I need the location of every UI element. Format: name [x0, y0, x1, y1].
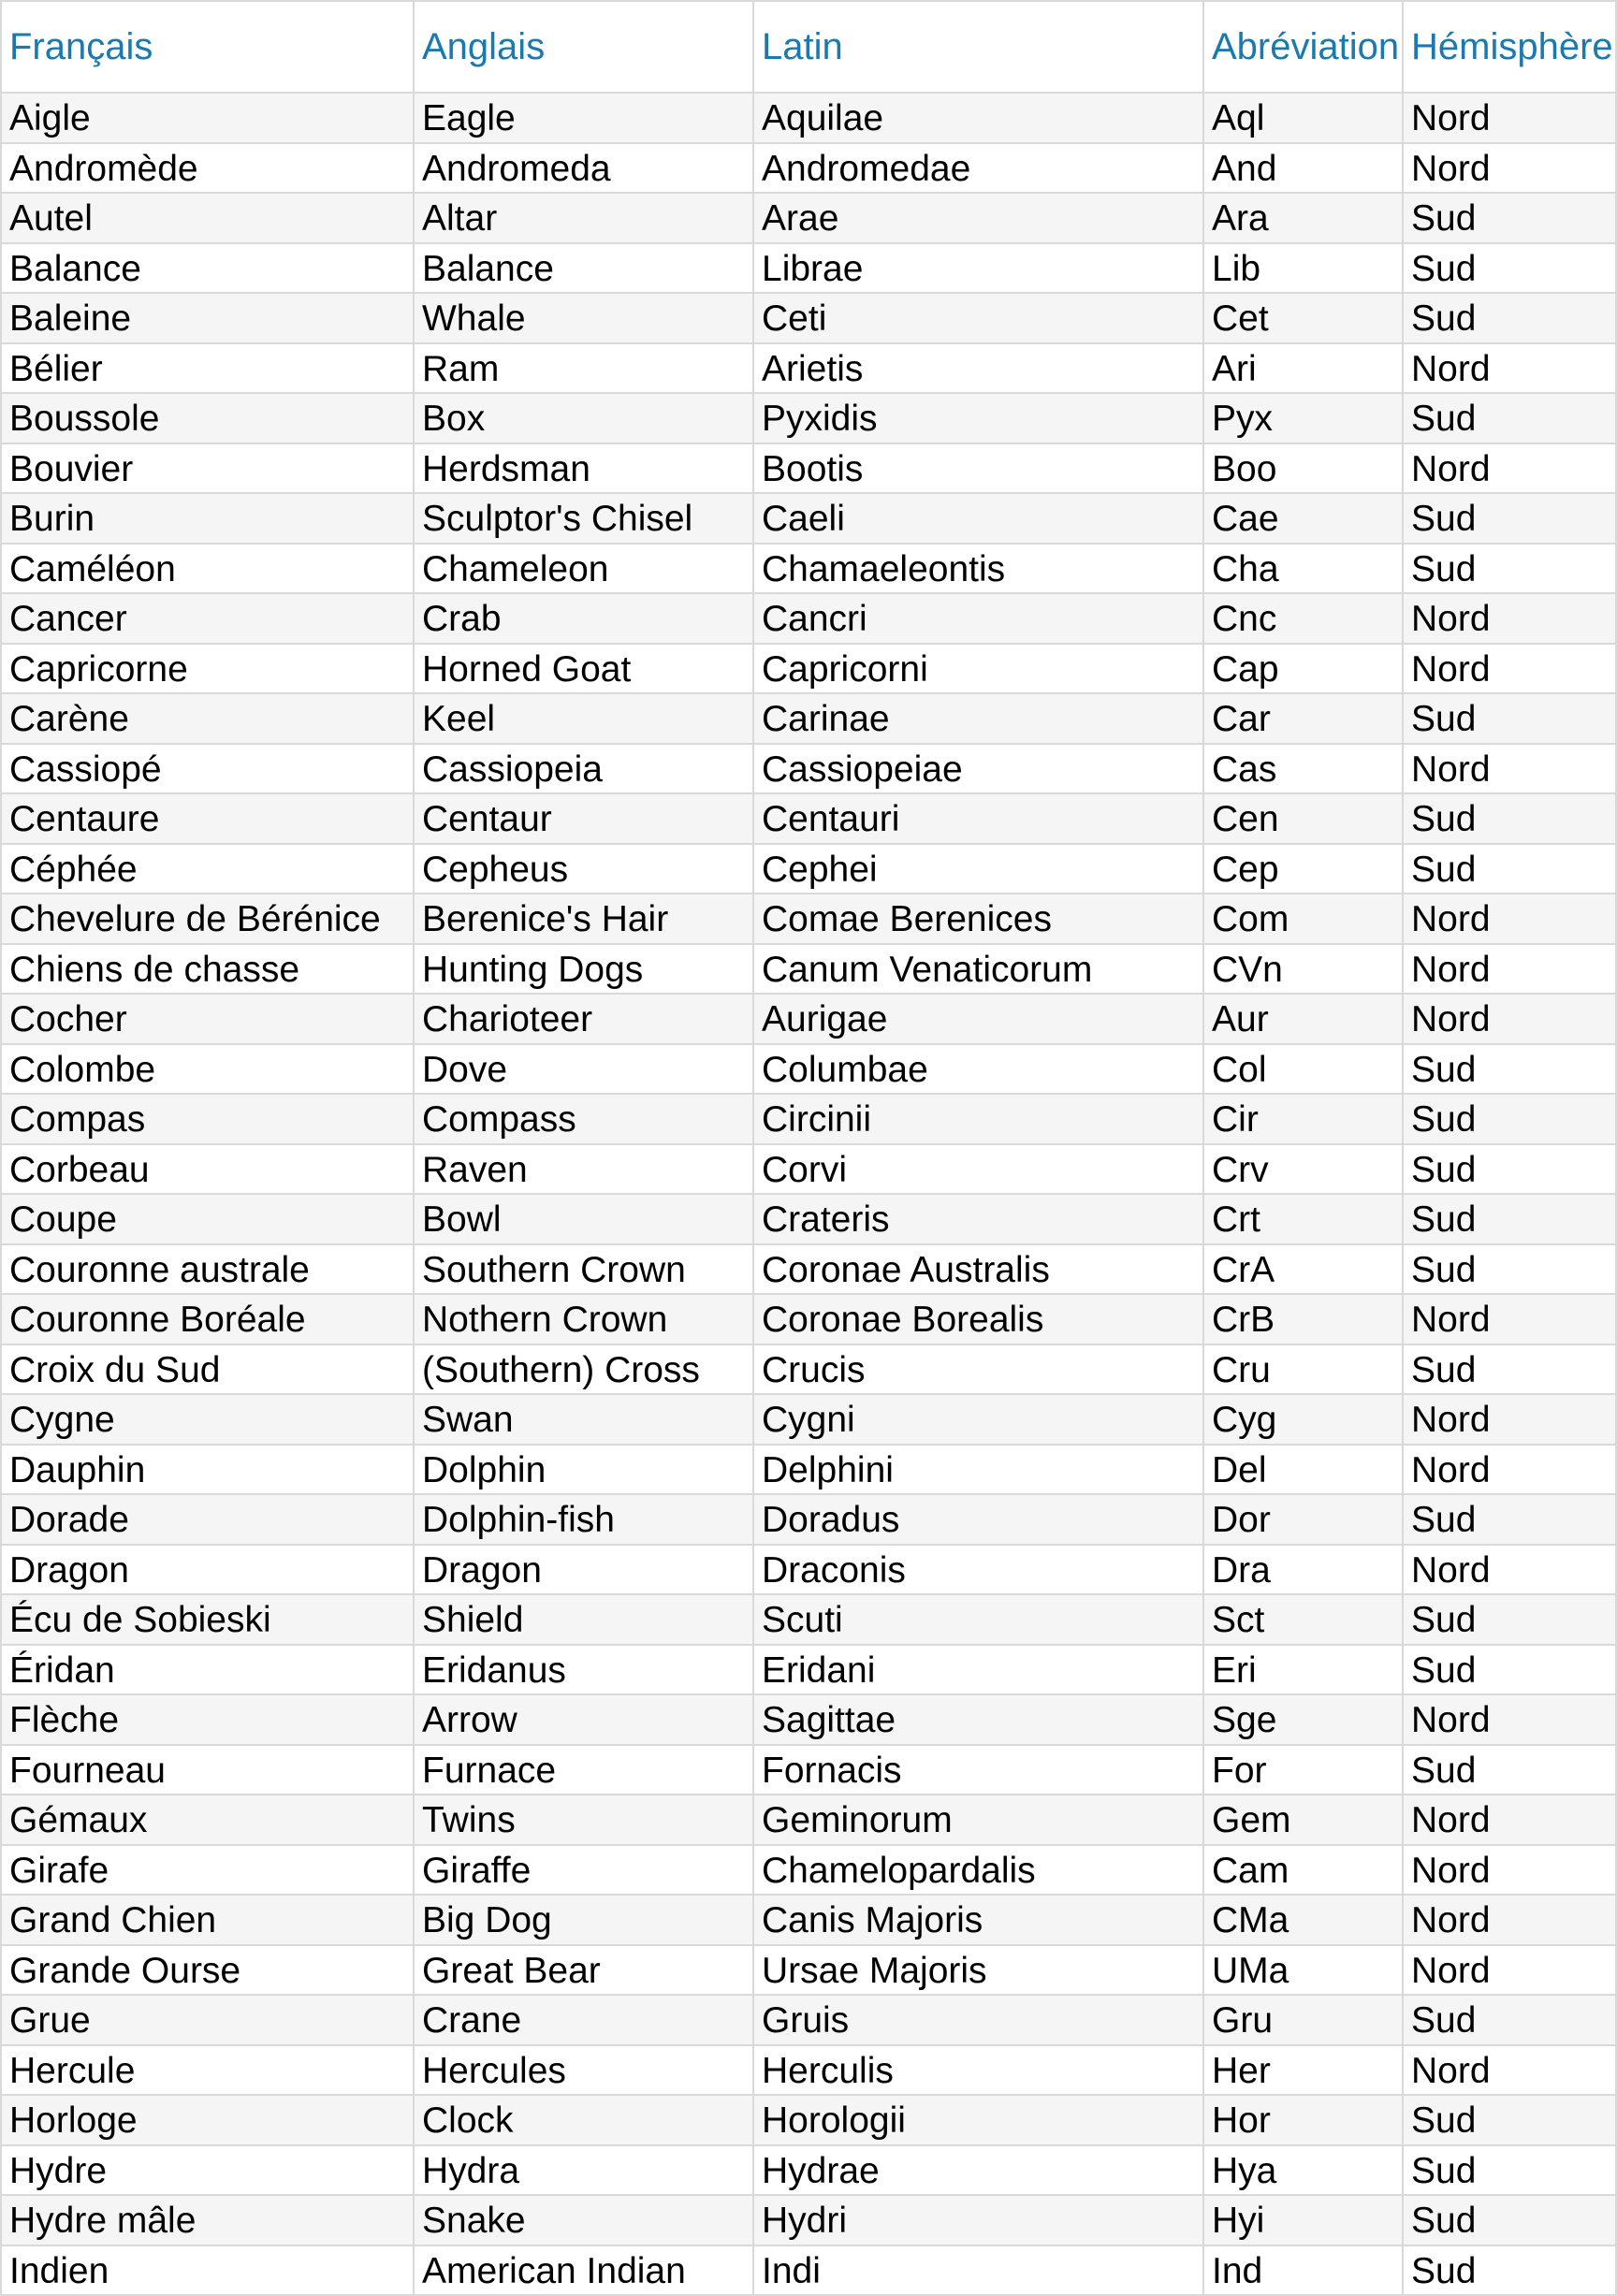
cell-latin: Aurigae — [753, 994, 1203, 1044]
cell-latin: Caeli — [753, 493, 1203, 544]
cell-hemisphere: Sud — [1403, 1995, 1616, 2045]
cell-abreviation: Crv — [1203, 1144, 1403, 1195]
cell-latin: Capricorni — [753, 644, 1203, 694]
cell-francais: Bélier — [1, 343, 414, 394]
cell-abreviation: CVn — [1203, 944, 1403, 995]
cell-abreviation: Col — [1203, 1044, 1403, 1095]
table-body — [1, 93, 1616, 2295]
cell-abreviation: Ara — [1203, 193, 1403, 243]
cell-hemisphere: Nord — [1403, 994, 1616, 1044]
cell-latin: Herculis — [753, 2045, 1203, 2096]
cell-abreviation: UMa — [1203, 1945, 1403, 1996]
cell-hemisphere: Nord — [1403, 343, 1616, 394]
cell-latin: Doradus — [753, 1494, 1203, 1545]
cell-anglais: Southern Crown — [414, 1244, 753, 1295]
cell-latin: Cygni — [753, 1394, 1203, 1445]
cell-latin: Chamaeleontis — [753, 544, 1203, 594]
cell-hemisphere: Sud — [1403, 493, 1616, 544]
cell-hemisphere: Sud — [1403, 2245, 1616, 2296]
table-row — [1, 894, 1616, 944]
cell-anglais: Swan — [414, 1394, 753, 1445]
cell-hemisphere: Nord — [1403, 1945, 1616, 1996]
cell-latin: Cassiopeiae — [753, 744, 1203, 794]
cell-francais: Écu de Sobieski — [1, 1594, 414, 1645]
cell-francais: Chevelure de Bérénice — [1, 894, 414, 944]
table-row — [1, 994, 1616, 1044]
cell-anglais: (Southern) Cross — [414, 1344, 753, 1395]
cell-latin: Delphini — [753, 1445, 1203, 1495]
cell-hemisphere: Nord — [1403, 1294, 1616, 1344]
cell-abreviation: Hor — [1203, 2095, 1403, 2145]
table-row — [1, 693, 1616, 744]
cell-anglais: Raven — [414, 1144, 753, 1195]
cell-hemisphere: Nord — [1403, 593, 1616, 644]
cell-francais: Hydre mâle — [1, 2195, 414, 2245]
cell-abreviation: Com — [1203, 894, 1403, 944]
table-row — [1, 1745, 1616, 1795]
column-header-francais: Français — [1, 1, 414, 93]
table-row — [1, 1394, 1616, 1445]
cell-abreviation: Dor — [1203, 1494, 1403, 1545]
cell-francais: Boussole — [1, 393, 414, 443]
cell-hemisphere: Sud — [1403, 1645, 1616, 1695]
cell-hemisphere: Sud — [1403, 1194, 1616, 1244]
cell-hemisphere: Sud — [1403, 393, 1616, 443]
cell-abreviation: Sct — [1203, 1594, 1403, 1645]
table-row — [1, 1044, 1616, 1095]
cell-francais: Hydre — [1, 2145, 414, 2196]
cell-latin: Centauri — [753, 793, 1203, 844]
cell-abreviation: Pyx — [1203, 393, 1403, 443]
cell-latin: Andromedae — [753, 143, 1203, 194]
cell-latin: Pyxidis — [753, 393, 1203, 443]
cell-anglais: Ram — [414, 343, 753, 394]
cell-latin: Librae — [753, 243, 1203, 294]
cell-abreviation: Ind — [1203, 2245, 1403, 2296]
cell-latin: Carinae — [753, 693, 1203, 744]
cell-hemisphere: Nord — [1403, 1895, 1616, 1945]
cell-abreviation: Aql — [1203, 93, 1403, 143]
cell-hemisphere: Sud — [1403, 193, 1616, 243]
cell-anglais: Centaur — [414, 793, 753, 844]
cell-latin: Arae — [753, 193, 1203, 243]
cell-hemisphere: Nord — [1403, 443, 1616, 494]
table-row — [1, 293, 1616, 343]
cell-francais: Croix du Sud — [1, 1344, 414, 1395]
cell-abreviation: Cha — [1203, 544, 1403, 594]
table-row — [1, 143, 1616, 194]
table-row — [1, 593, 1616, 644]
cell-anglais: Chameleon — [414, 544, 753, 594]
cell-latin: Cancri — [753, 593, 1203, 644]
cell-abreviation: Gru — [1203, 1995, 1403, 2045]
cell-hemisphere: Sud — [1403, 793, 1616, 844]
cell-abreviation: Cnc — [1203, 593, 1403, 644]
cell-anglais: Altar — [414, 193, 753, 243]
cell-latin: Sagittae — [753, 1694, 1203, 1745]
cell-francais: Grande Ourse — [1, 1945, 414, 1996]
table-row — [1, 1494, 1616, 1545]
cell-abreviation: Cet — [1203, 293, 1403, 343]
cell-abreviation: Cir — [1203, 1094, 1403, 1144]
cell-anglais: Berenice's Hair — [414, 894, 753, 944]
table-row — [1, 1945, 1616, 1996]
cell-abreviation: Her — [1203, 2045, 1403, 2096]
table-row — [1, 1895, 1616, 1945]
cell-hemisphere: Nord — [1403, 1545, 1616, 1595]
cell-francais: Dorade — [1, 1494, 414, 1545]
cell-anglais: Big Dog — [414, 1895, 753, 1945]
table-row — [1, 1244, 1616, 1295]
cell-francais: Dragon — [1, 1545, 414, 1595]
table-row — [1, 1094, 1616, 1144]
cell-francais: Hercule — [1, 2045, 414, 2096]
cell-abreviation: CrB — [1203, 1294, 1403, 1344]
table-row — [1, 2095, 1616, 2145]
cell-francais: Céphée — [1, 844, 414, 894]
cell-abreviation: Cas — [1203, 744, 1403, 794]
table-row — [1, 1194, 1616, 1244]
cell-latin: Ceti — [753, 293, 1203, 343]
cell-francais: Cygne — [1, 1394, 414, 1445]
cell-francais: Flèche — [1, 1694, 414, 1745]
cell-hemisphere: Sud — [1403, 243, 1616, 294]
table-row — [1, 644, 1616, 694]
cell-francais: Couronne australe — [1, 1244, 414, 1295]
cell-hemisphere: Sud — [1403, 2145, 1616, 2196]
table-row — [1, 243, 1616, 294]
header-row — [1, 1, 1616, 93]
cell-hemisphere: Nord — [1403, 1795, 1616, 1845]
cell-latin: Ursae Majoris — [753, 1945, 1203, 1996]
cell-latin: Corvi — [753, 1144, 1203, 1195]
cell-anglais: Great Bear — [414, 1945, 753, 1996]
cell-latin: Crucis — [753, 1344, 1203, 1395]
cell-latin: Hydri — [753, 2195, 1203, 2245]
cell-anglais: Twins — [414, 1795, 753, 1845]
cell-francais: Capricorne — [1, 644, 414, 694]
cell-latin: Chamelopardalis — [753, 1845, 1203, 1896]
table-row — [1, 1545, 1616, 1595]
cell-anglais: Giraffe — [414, 1845, 753, 1896]
column-header-latin: Latin — [753, 1, 1203, 93]
cell-francais: Burin — [1, 493, 414, 544]
cell-anglais: Cepheus — [414, 844, 753, 894]
cell-anglais: Keel — [414, 693, 753, 744]
cell-francais: Cancer — [1, 593, 414, 644]
cell-hemisphere: Sud — [1403, 1594, 1616, 1645]
cell-hemisphere: Sud — [1403, 544, 1616, 594]
cell-francais: Dauphin — [1, 1445, 414, 1495]
cell-francais: Caméléon — [1, 544, 414, 594]
cell-anglais: Box — [414, 393, 753, 443]
column-header-anglais: Anglais — [414, 1, 753, 93]
table-row — [1, 1795, 1616, 1845]
cell-abreviation: Lib — [1203, 243, 1403, 294]
table-row — [1, 2145, 1616, 2196]
cell-anglais: Balance — [414, 243, 753, 294]
cell-anglais: Dolphin-fish — [414, 1494, 753, 1545]
cell-anglais: Cassiopeia — [414, 744, 753, 794]
cell-anglais: Eridanus — [414, 1645, 753, 1695]
cell-anglais: Clock — [414, 2095, 753, 2145]
table-row — [1, 1294, 1616, 1344]
cell-latin: Cephei — [753, 844, 1203, 894]
cell-francais: Éridan — [1, 1645, 414, 1695]
table-row — [1, 93, 1616, 143]
cell-hemisphere: Nord — [1403, 1845, 1616, 1896]
column-header-hemisphere: Hémisphère — [1403, 1, 1616, 93]
cell-hemisphere: Nord — [1403, 1445, 1616, 1495]
cell-francais: Centaure — [1, 793, 414, 844]
cell-francais: Colombe — [1, 1044, 414, 1095]
cell-hemisphere: Sud — [1403, 2095, 1616, 2145]
cell-abreviation: Boo — [1203, 443, 1403, 494]
table-row — [1, 844, 1616, 894]
cell-francais: Baleine — [1, 293, 414, 343]
table-row — [1, 944, 1616, 995]
cell-latin: Hydrae — [753, 2145, 1203, 2196]
cell-latin: Indi — [753, 2245, 1203, 2296]
cell-anglais: Snake — [414, 2195, 753, 2245]
table-row — [1, 493, 1616, 544]
cell-francais: Gémaux — [1, 1795, 414, 1845]
table-row — [1, 1594, 1616, 1645]
cell-anglais: Horned Goat — [414, 644, 753, 694]
cell-hemisphere: Nord — [1403, 644, 1616, 694]
cell-francais: Couronne Boréale — [1, 1294, 414, 1344]
cell-abreviation: Hya — [1203, 2145, 1403, 2196]
cell-hemisphere: Nord — [1403, 894, 1616, 944]
cell-latin: Circinii — [753, 1094, 1203, 1144]
cell-francais: Compas — [1, 1094, 414, 1144]
cell-latin: Coronae Borealis — [753, 1294, 1203, 1344]
cell-anglais: Crane — [414, 1995, 753, 2045]
cell-abreviation: Car — [1203, 693, 1403, 744]
cell-latin: Comae Berenices — [753, 894, 1203, 944]
table-row — [1, 343, 1616, 394]
cell-latin: Horologii — [753, 2095, 1203, 2145]
cell-latin: Gruis — [753, 1995, 1203, 2045]
cell-latin: Geminorum — [753, 1795, 1203, 1845]
cell-latin: Arietis — [753, 343, 1203, 394]
cell-anglais: Bowl — [414, 1194, 753, 1244]
cell-hemisphere: Nord — [1403, 744, 1616, 794]
cell-anglais: Dragon — [414, 1545, 753, 1595]
cell-francais: Autel — [1, 193, 414, 243]
cell-abreviation: Cen — [1203, 793, 1403, 844]
cell-francais: Aigle — [1, 93, 414, 143]
cell-francais: Andromède — [1, 143, 414, 194]
cell-hemisphere: Sud — [1403, 2195, 1616, 2245]
table-row — [1, 744, 1616, 794]
table-row — [1, 1995, 1616, 2045]
cell-latin: Coronae Australis — [753, 1244, 1203, 1295]
cell-anglais: Dolphin — [414, 1445, 753, 1495]
cell-latin: Crateris — [753, 1194, 1203, 1244]
column-header-abreviation: Abréviation — [1203, 1, 1403, 93]
cell-francais: Chiens de chasse — [1, 944, 414, 995]
cell-francais: Corbeau — [1, 1144, 414, 1195]
table-row — [1, 2045, 1616, 2096]
cell-hemisphere: Nord — [1403, 1394, 1616, 1445]
cell-hemisphere: Sud — [1403, 693, 1616, 744]
cell-hemisphere: Sud — [1403, 1144, 1616, 1195]
cell-francais: Grue — [1, 1995, 414, 2045]
cell-francais: Coupe — [1, 1194, 414, 1244]
cell-anglais: Whale — [414, 293, 753, 343]
cell-francais: Girafe — [1, 1845, 414, 1896]
cell-hemisphere: Sud — [1403, 1044, 1616, 1095]
cell-anglais: Compass — [414, 1094, 753, 1144]
cell-anglais: Andromeda — [414, 143, 753, 194]
cell-francais: Fourneau — [1, 1745, 414, 1795]
table-row — [1, 1694, 1616, 1745]
cell-francais: Balance — [1, 243, 414, 294]
cell-anglais: Dove — [414, 1044, 753, 1095]
cell-abreviation: Ari — [1203, 343, 1403, 394]
cell-anglais: Hydra — [414, 2145, 753, 2196]
cell-francais: Grand Chien — [1, 1895, 414, 1945]
cell-abreviation: Cep — [1203, 844, 1403, 894]
cell-latin: Draconis — [753, 1545, 1203, 1595]
cell-abreviation: Gem — [1203, 1795, 1403, 1845]
cell-abreviation: Dra — [1203, 1545, 1403, 1595]
cell-latin: Columbae — [753, 1044, 1203, 1095]
cell-francais: Indien — [1, 2245, 414, 2296]
cell-francais: Bouvier — [1, 443, 414, 494]
cell-latin: Fornacis — [753, 1745, 1203, 1795]
cell-anglais: Herdsman — [414, 443, 753, 494]
cell-anglais: Charioteer — [414, 994, 753, 1044]
cell-anglais: Nothern Crown — [414, 1294, 753, 1344]
table-row — [1, 793, 1616, 844]
cell-latin: Scuti — [753, 1594, 1203, 1645]
cell-hemisphere: Sud — [1403, 1094, 1616, 1144]
cell-abreviation: For — [1203, 1745, 1403, 1795]
cell-anglais: American Indian — [414, 2245, 753, 2296]
cell-hemisphere: Nord — [1403, 1694, 1616, 1745]
cell-latin: Canum Venaticorum — [753, 944, 1203, 995]
cell-hemisphere: Nord — [1403, 143, 1616, 194]
cell-latin: Bootis — [753, 443, 1203, 494]
table-row — [1, 1445, 1616, 1495]
cell-latin: Canis Majoris — [753, 1895, 1203, 1945]
cell-abreviation: Eri — [1203, 1645, 1403, 1695]
cell-anglais: Shield — [414, 1594, 753, 1645]
cell-hemisphere: Nord — [1403, 93, 1616, 143]
cell-francais: Horloge — [1, 2095, 414, 2145]
cell-francais: Cocher — [1, 994, 414, 1044]
cell-abreviation: Hyi — [1203, 2195, 1403, 2245]
cell-hemisphere: Nord — [1403, 944, 1616, 995]
cell-francais: Carène — [1, 693, 414, 744]
cell-latin: Eridani — [753, 1645, 1203, 1695]
cell-hemisphere: Sud — [1403, 1244, 1616, 1295]
cell-anglais: Crab — [414, 593, 753, 644]
cell-hemisphere: Sud — [1403, 1494, 1616, 1545]
cell-abreviation: CMa — [1203, 1895, 1403, 1945]
table-row — [1, 544, 1616, 594]
table-row — [1, 193, 1616, 243]
cell-hemisphere: Sud — [1403, 1745, 1616, 1795]
table-row — [1, 1144, 1616, 1195]
table-row — [1, 1645, 1616, 1695]
cell-hemisphere: Sud — [1403, 1344, 1616, 1395]
cell-abreviation: Cru — [1203, 1344, 1403, 1395]
table-row — [1, 2195, 1616, 2245]
cell-abreviation: Crt — [1203, 1194, 1403, 1244]
cell-anglais: Eagle — [414, 93, 753, 143]
cell-abreviation: Cap — [1203, 644, 1403, 694]
table-row — [1, 443, 1616, 494]
cell-hemisphere: Sud — [1403, 844, 1616, 894]
cell-abreviation: Del — [1203, 1445, 1403, 1495]
cell-latin: Aquilae — [753, 93, 1203, 143]
cell-abreviation: Cae — [1203, 493, 1403, 544]
cell-abreviation: CrA — [1203, 1244, 1403, 1295]
cell-abreviation: Aur — [1203, 994, 1403, 1044]
table-row — [1, 1845, 1616, 1896]
table-row — [1, 2245, 1616, 2296]
cell-abreviation: Sge — [1203, 1694, 1403, 1745]
cell-francais: Cassiopé — [1, 744, 414, 794]
cell-abreviation: Cam — [1203, 1845, 1403, 1896]
cell-anglais: Furnace — [414, 1745, 753, 1795]
cell-anglais: Arrow — [414, 1694, 753, 1745]
table-row — [1, 393, 1616, 443]
table-row — [1, 1344, 1616, 1395]
cell-abreviation: Cyg — [1203, 1394, 1403, 1445]
cell-anglais: Hercules — [414, 2045, 753, 2096]
cell-abreviation: And — [1203, 143, 1403, 194]
cell-hemisphere: Sud — [1403, 293, 1616, 343]
cell-hemisphere: Nord — [1403, 2045, 1616, 2096]
cell-anglais: Hunting Dogs — [414, 944, 753, 995]
cell-anglais: Sculptor's Chisel — [414, 493, 753, 544]
